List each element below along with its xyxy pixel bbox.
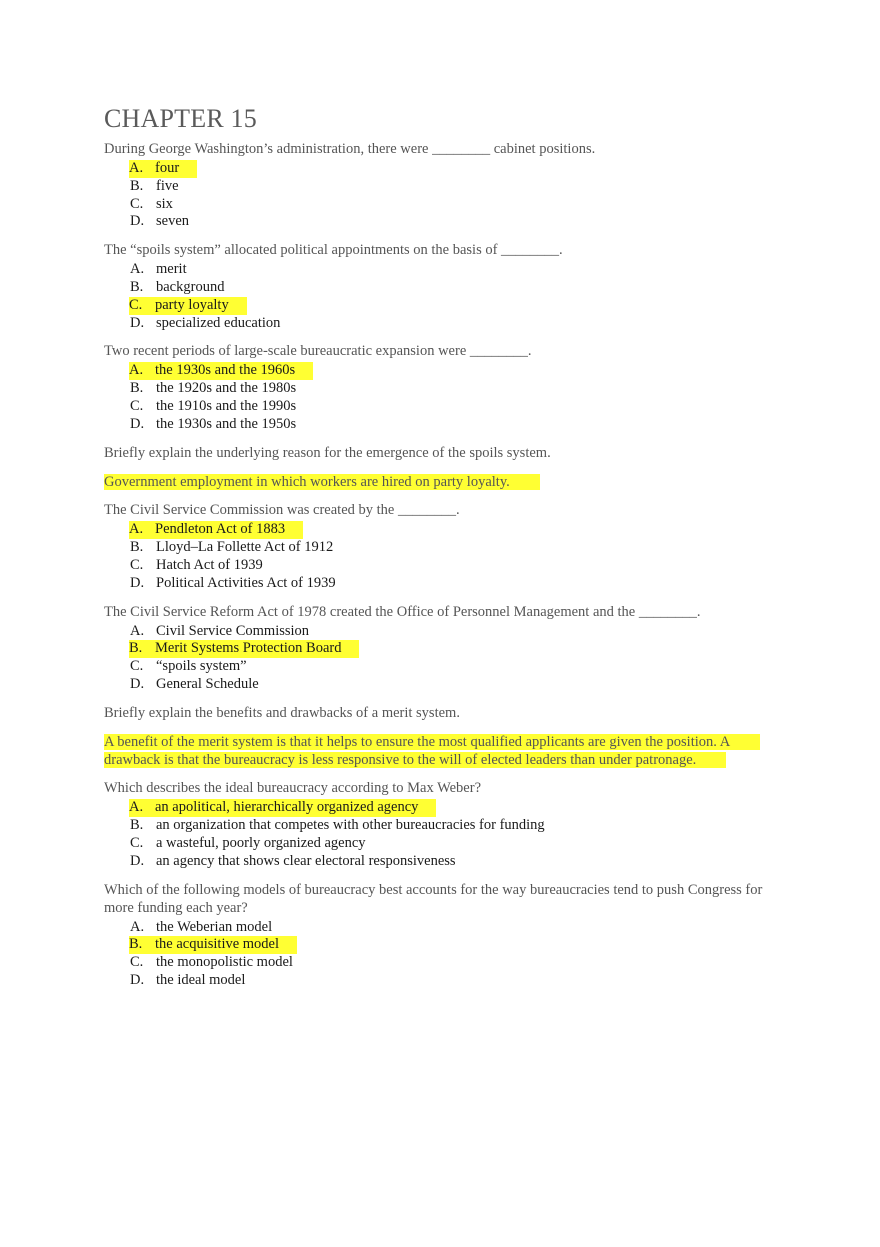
option-text: background: [156, 278, 225, 295]
option-text: the monopolistic model: [156, 954, 293, 971]
highlighted-answer: [129, 936, 297, 954]
option-letter: B.: [130, 539, 144, 556]
answer-option: [104, 936, 764, 954]
answer-option: [104, 178, 764, 196]
question-text: Two recent periods of large-scale bureaucratic expansion were ________.: [104, 343, 532, 360]
option-letter: C.: [130, 658, 144, 675]
option-letter: C.: [130, 195, 144, 212]
option-text: General Schedule: [156, 675, 259, 692]
answer-option: [104, 835, 764, 853]
answer-option: [104, 557, 764, 575]
option-text: Hatch Act of 1939: [156, 556, 263, 573]
option-list: [104, 362, 764, 433]
highlighted-answer: [129, 799, 436, 817]
option-letter: B.: [129, 640, 143, 657]
answer-option: [104, 972, 764, 990]
option-text: the 1920s and the 1980s: [156, 380, 297, 397]
answer-option: [104, 853, 764, 871]
option-text: the acquisitive model: [155, 936, 280, 953]
question-text: Briefly explain the benefits and drawbacks of a merit system.: [104, 704, 460, 721]
option-list: [104, 160, 764, 231]
option-text: the Weberian model: [156, 918, 273, 935]
answer-option: [104, 380, 764, 398]
highlighted-answer: [129, 362, 313, 380]
document-page: [104, 104, 764, 1000]
option-text: Merit Systems Protection Board: [155, 640, 342, 657]
option-letter: C.: [130, 397, 144, 414]
option-letter: A.: [129, 799, 144, 816]
option-text: six: [156, 195, 173, 212]
option-list: [104, 623, 764, 694]
option-letter: B.: [130, 177, 144, 194]
option-letter: A.: [130, 261, 145, 278]
question-list: [104, 140, 764, 990]
option-text: specialized education: [156, 314, 281, 331]
question-text: The Civil Service Reform Act of 1978 created the Office of Personnel Management and the ________.: [104, 603, 701, 620]
option-text: party loyalty: [155, 296, 229, 313]
option-text: merit: [156, 261, 187, 278]
written-answer: [104, 734, 764, 770]
answer-option: [104, 196, 764, 214]
option-text: “spoils system”: [156, 658, 247, 675]
option-text: the 1910s and the 1990s: [156, 397, 297, 414]
option-letter: C.: [130, 954, 144, 971]
highlighted-answer-text: A benefit of the merit system is that it helps to ensure the most qualified applicants are given the position. A drawback is that the bureaucracy is less responsive to the will of elected leaders than under patronage.: [104, 734, 760, 768]
option-letter: A.: [130, 918, 145, 935]
highlighted-answer: [129, 297, 247, 315]
answer-option: [104, 658, 764, 676]
option-letter: D.: [130, 415, 145, 432]
option-letter: B.: [129, 936, 143, 953]
option-text: an apolitical, hierarchically organized agency: [155, 799, 419, 816]
option-letter: D.: [130, 213, 145, 230]
answer-option: [104, 640, 764, 658]
option-letter: B.: [130, 278, 144, 295]
option-letter: A.: [129, 521, 144, 538]
option-letter: C.: [130, 834, 144, 851]
question-text: Which describes the ideal bureaucracy according to Max Weber?: [104, 780, 481, 797]
answer-option: [104, 297, 764, 315]
option-text: Pendleton Act of 1883: [155, 521, 286, 538]
answer-option: [104, 799, 764, 817]
option-letter: D.: [130, 971, 145, 988]
answer-option: [104, 817, 764, 835]
option-list: [104, 799, 764, 870]
answer-option: [104, 919, 764, 937]
option-text: Lloyd–La Follette Act of 1912: [156, 539, 334, 556]
answer-option: [104, 521, 764, 539]
answer-option: [104, 160, 764, 178]
answer-option: [104, 539, 764, 557]
highlighted-answer: [129, 521, 303, 539]
option-text: an organization that competes with other bureaucracies for funding: [156, 817, 545, 834]
option-letter: D.: [130, 675, 145, 692]
question-text: During George Washington’s administration, there were ________ cabinet positions.: [104, 141, 596, 157]
option-text: Political Activities Act of 1939: [156, 574, 336, 591]
written-answer: [104, 474, 764, 492]
option-text: the 1930s and the 1960s: [155, 362, 296, 379]
option-letter: C.: [129, 296, 143, 313]
option-letter: A.: [129, 160, 144, 176]
answer-option: [104, 362, 764, 380]
answer-option: [104, 676, 764, 694]
option-letter: A.: [129, 362, 144, 379]
option-text: four: [155, 160, 180, 176]
option-list: [104, 521, 764, 592]
option-text: seven: [156, 213, 190, 230]
answer-option: [104, 398, 764, 416]
answer-option: [104, 954, 764, 972]
question-text: Briefly explain the underlying reason for the emergence of the spoils system.: [104, 444, 551, 461]
question-text: Which of the following models of bureaucracy best accounts for the way bureaucracies tend to push Congress for more funding each year?: [104, 881, 763, 916]
option-text: the ideal model: [156, 971, 246, 988]
question-text: The “spoils system” allocated political appointments on the basis of ________.: [104, 242, 563, 259]
question-text: The Civil Service Commission was created by the ________.: [104, 502, 460, 519]
option-text: five: [156, 177, 179, 194]
option-letter: D.: [130, 574, 145, 591]
option-letter: D.: [130, 314, 145, 331]
highlighted-answer-text: Government employment in which workers are hired on party loyalty.: [104, 474, 540, 490]
highlighted-answer: [129, 160, 197, 178]
chapter-title: CHAPTER 15: [104, 104, 257, 133]
option-text: the 1930s and the 1950s: [156, 415, 297, 432]
option-list: [104, 261, 764, 332]
option-text: an agency that shows clear electoral responsiveness: [156, 852, 456, 869]
answer-option: [104, 575, 764, 593]
option-letter: B.: [130, 817, 144, 834]
option-letter: A.: [130, 622, 145, 639]
answer-option: [104, 623, 764, 641]
answer-option: [104, 279, 764, 297]
answer-option: [104, 416, 764, 434]
option-text: Civil Service Commission: [156, 622, 310, 639]
option-letter: D.: [130, 852, 145, 869]
answer-option: [104, 213, 764, 231]
option-letter: C.: [130, 556, 144, 573]
option-text: a wasteful, poorly organized agency: [156, 834, 366, 851]
answer-option: [104, 315, 764, 333]
option-list: [104, 919, 764, 990]
answer-option: [104, 261, 764, 279]
highlighted-answer: [129, 640, 359, 658]
option-letter: B.: [130, 380, 144, 397]
